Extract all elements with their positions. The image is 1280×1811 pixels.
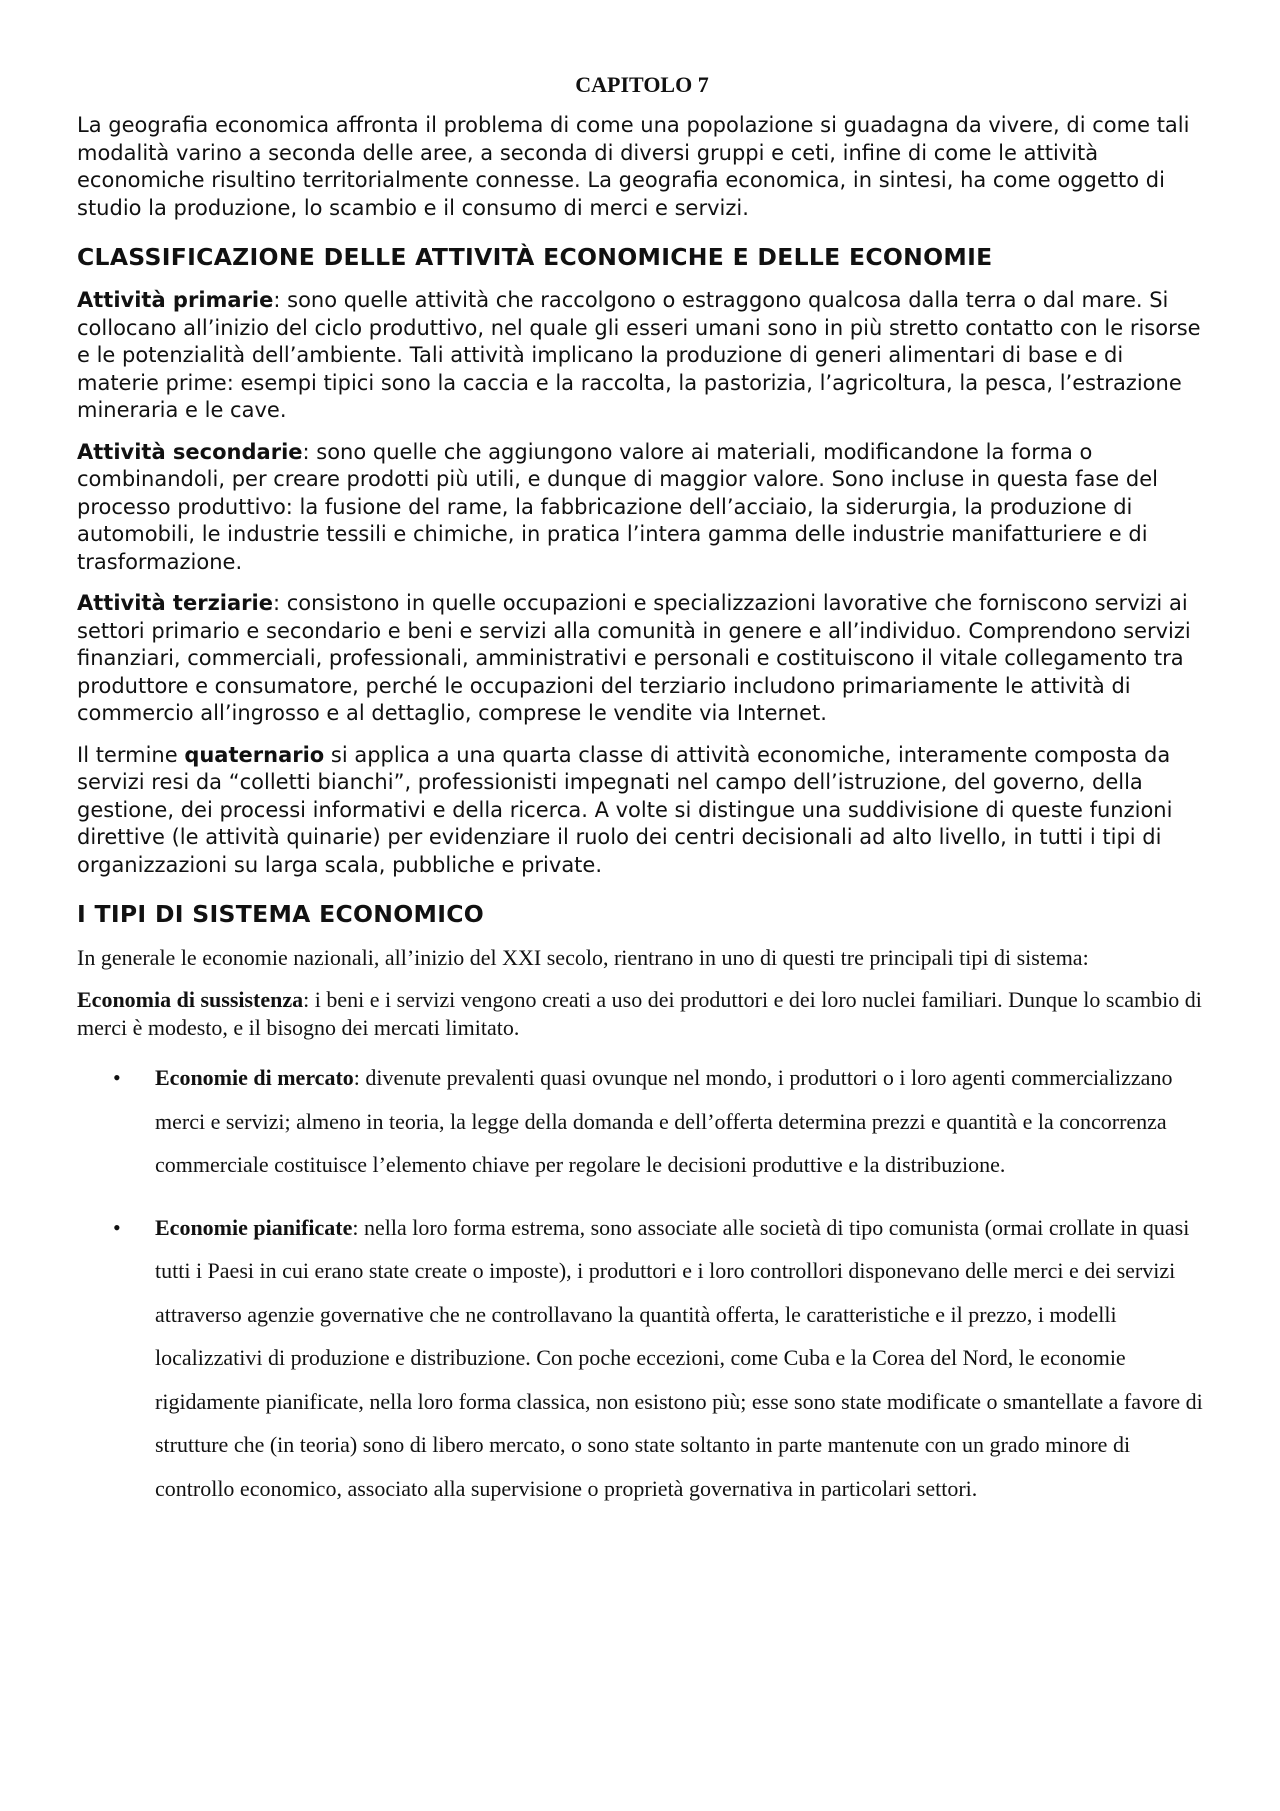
paragraph-quaternario — [77, 742, 1207, 880]
paragraph-primarie — [77, 287, 1207, 425]
sistema-intro: In generale le economie nazionali, all’inizio del XXI secolo, rientrano in uno di questi tre principali tipi di sistema: — [77, 945, 1089, 970]
term-secondarie: Attività secondarie — [77, 439, 303, 464]
economy-types-list — [77, 1056, 1207, 1510]
chapter-title: CAPITOLO 7 — [575, 72, 709, 97]
text-pianificate: : nella loro forma estrema, sono associate alle società di tipo comunista (ormai crollate in quasi tutti i Paesi in cui erano state create o imposte), i produttori e i loro controllori disponevano delle merci e dei servizi attraverso agenzie governative che ne controllavano la quantità offerta, le caratteristiche e il prezzo, i modelli localizzativi di produzione e distribuzione. Con poche eccezioni, come Cuba e la Corea del Nord, le economie rigidamente pianificate, nella loro forma classica, non esistono più; esse sono state modificate o smantellate a favore di strutture che (in teoria) sono di libero mercato, o sono state soltanto in parte mantenute con un grado minore di controllo economico, associato alla supervisione o proprietà governativa in particolari settori. — [155, 1214, 1203, 1501]
quaternario-before: Il termine — [77, 742, 185, 767]
term-sussistenza: Economia di sussistenza — [77, 987, 304, 1012]
list-item-pianificate — [77, 1206, 1207, 1511]
bullet-marker: • — [113, 1065, 121, 1090]
bullet-marker: • — [113, 1214, 121, 1240]
list-item-mercato — [77, 1056, 1207, 1187]
section-heading-sistema: I TIPI DI SISTEMA ECONOMICO — [77, 900, 485, 928]
term-mercato: Economie di mercato — [155, 1065, 354, 1090]
text-terziarie: : consistono in quelle occupazioni e specializzazioni lavorative che forniscono servizi ai settori primario e secondario e beni e servizi alla comunità in genere e all’individuo. Comprendono servizi finanziari, commerciali, professionali, amministrativi e personali e costituiscono il vitale collegamento tra produttore e consumatore, perché le occupazioni del terziario includono primariamente le attività di commercio all’ingrosso e al dettaglio, comprese le vendite via Internet. — [77, 591, 1191, 725]
paragraph-secondarie — [77, 439, 1207, 577]
quaternario-after: si applica a una quarta classe di attività economiche, interamente composta da servizi resi da “colletti bianchi”, professionisti impegnati nel campo dell’istruzione, del governo, della gestione, dei processi informativi e della ricerca. A volte si distingue una suddivisione di queste funzioni direttive (le attività quinarie) per evidenziare il ruolo dei centri decisionali ad alto livello, in tutti i tipi di organizzazioni su larga scala, pubbliche e private. — [77, 742, 1173, 877]
text-primarie: : sono quelle attività che raccolgono o estraggono qualcosa dalla terra o dal mare. Si collocano all’inizio del ciclo produttivo, nel quale gli esseri umani sono in più stretto contatto con le risorse e le potenzialità dell’ambiente. Tali attività implicano la produzione di generi alimentari di base e di materie prime: esempi tipici sono la caccia e la raccolta, la pastorizia, l’agricoltura, la pesca, l’estrazione mineraria e le cave. — [77, 288, 1201, 422]
text-mercato: : divenute prevalenti quasi ovunque nel mondo, i produttori o i loro agenti commercializzano merci e servizi; almeno in teoria, la legge della domanda e dell’offerta determina prezzi e quantità e la concorrenza commerciale costituisce l’elemento chiave per regolare le decisioni produttive e la distribuzione. — [155, 1065, 1173, 1177]
term-pianificate: Economie pianificate — [155, 1214, 353, 1240]
section-heading-classification: CLASSIFICAZIONE DELLE ATTIVITÀ ECONOMICHE E DELLE ECONOMIE — [77, 243, 993, 271]
paragraph-sussistenza — [77, 986, 1207, 1042]
term-primarie: Attività primarie — [77, 288, 274, 312]
intro-paragraph: La geografia economica affronta il problema di come una popolazione si guadagna da vivere, di come tali modalità varino a seconda delle aree, a seconda di diversi gruppi e ceti, infine di come le attività economiche risultino territorialmente connesse. La geografia economica, in sintesi, ha come oggetto di studio la produzione, lo scambio e il consumo di merci e servizi. — [77, 113, 1190, 220]
section-sistema — [77, 944, 1207, 1510]
text-sussistenza: : i beni e i servizi vengono creati a uso dei produttori e dei loro nuclei familiari. Dunque lo scambio di merci è modesto, e il bisogno dei mercati limitato. — [77, 987, 1202, 1040]
text-secondarie: : sono quelle che aggiungono valore ai materiali, modificandone la forma o combinandoli, per creare prodotti più utili, e dunque di maggior valore. Sono incluse in questa fase del processo produttivo: la fusione del rame, la fabbricazione dell’acciaio, la siderurgia, la produzione di automobili, le industrie tessili e chimiche, in pratica l’intera gamma delle industrie manifatturiere e di trasformazione. — [77, 439, 1158, 574]
document-page — [77, 72, 1207, 1529]
paragraph-terziarie — [77, 590, 1207, 728]
term-quaternario: quaternario — [184, 742, 325, 767]
section-classification — [77, 112, 1207, 929]
term-terziarie: Attività terziarie — [77, 591, 273, 615]
